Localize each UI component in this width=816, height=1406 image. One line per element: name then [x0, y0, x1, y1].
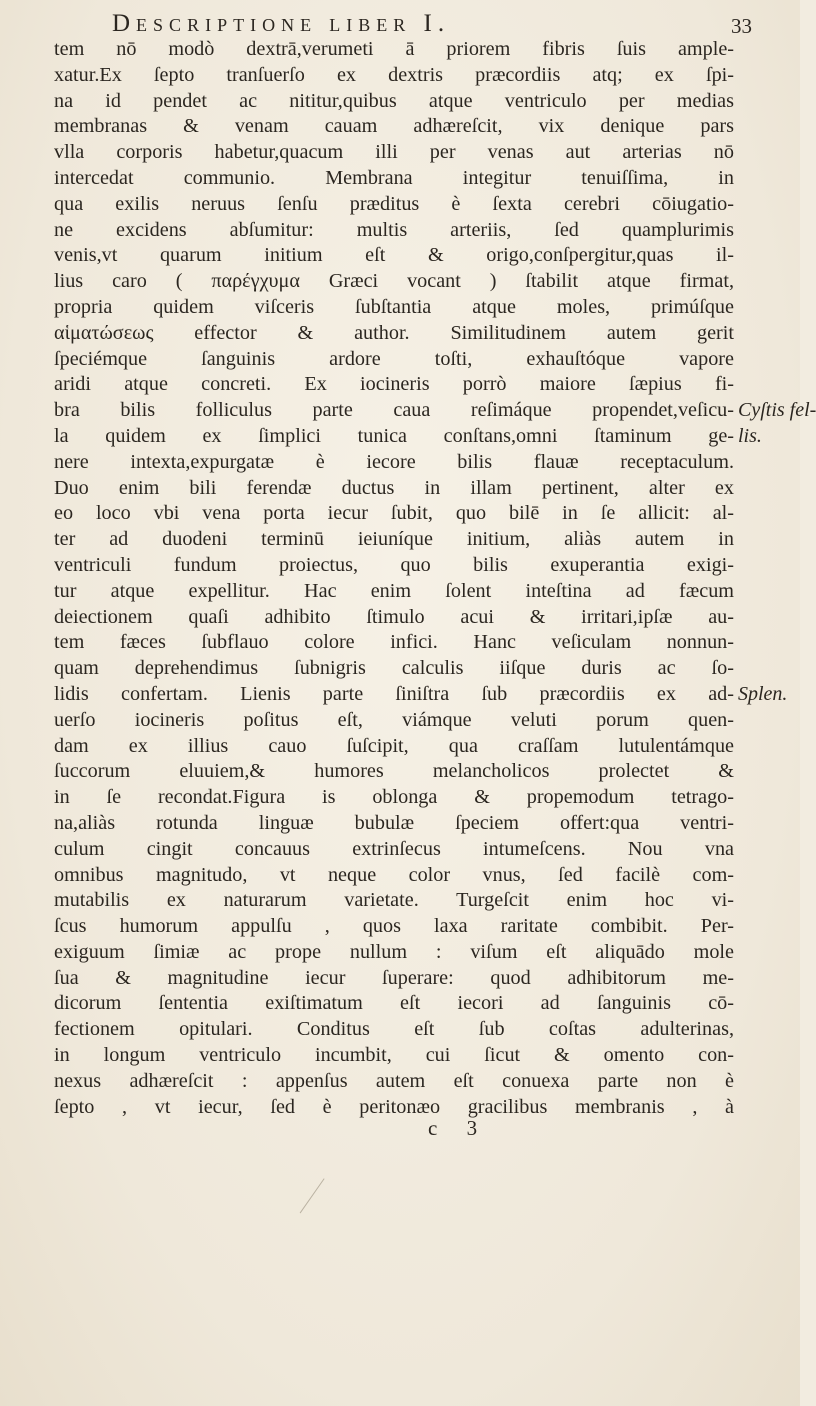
- margin-note: lis.: [738, 425, 762, 447]
- text-line: tem nō modò dextrā,verumeti ā priorem fibris ſuis ample-: [54, 38, 734, 60]
- text-line: ſcus humorum appulſu , quos laxa raritate combibit. Per-: [54, 915, 734, 938]
- text-line: fectionem opitulari. Conditus eſt ſub coſtas adulterinas,: [54, 1018, 734, 1041]
- text-line: propria quidem viſceris ſubſtantia atque moles, primúſque: [54, 295, 734, 318]
- text-line: culum cingit concauus extrinſecus intumeſcens. Nou vna: [54, 837, 734, 860]
- text-line: ne excidens abſumitur: multis arteriis, ſed quamplurimis: [54, 218, 734, 241]
- text-line: in ſe recondat.Figura is oblonga & propemodum tetrago-: [54, 786, 734, 809]
- text-line: ſuccorum eluuiem,& humores melancholicos prolectet &: [54, 760, 734, 783]
- running-head-title: Descriptione liber I.: [112, 10, 451, 37]
- text-line: eo loco vbi vena porta iecur ſubit, quo bilē in ſe allicit: al-: [54, 502, 734, 525]
- text-line: quam deprehendimus ſubnigris calculis iiſque duris ac ſo-: [54, 657, 734, 680]
- page-number: 33: [731, 14, 752, 38]
- text-line: qua exilis neruus ſenſu præditus è ſexta cerebri cōiugatio-: [54, 192, 734, 215]
- text-line: nexus adhæreſcit : appenſus autem eſt conuexa parte non è: [54, 1069, 734, 1092]
- text-line: vlla corporis habetur,quacum illi per venas aut arterias nō: [54, 141, 734, 164]
- text-line: na id pendet ac nititur,quibus atque ventriculo per medias: [54, 89, 734, 112]
- text-line: ſua & magnitudine iecur ſuperare: quod adhibitorum me-: [54, 966, 734, 989]
- text-line: deiectionem quaſi adhibito ſtimulo acui & irritari,ipſæ au-: [54, 605, 734, 628]
- text-line: ſpeciémque ſanguinis ardore toſti, exhauſtóque vapore: [54, 347, 734, 370]
- text-line: in longum ventriculo incumbit, cui ſicut & omento con-: [54, 1044, 734, 1067]
- text-line: dam ex illius cauo ſuſcipit, qua craſſam lutulentámque: [54, 734, 734, 757]
- text-line: venis,vt quarum initium eſt & origo,conſpergitur,quas il-: [54, 244, 734, 267]
- text-line: tur atque expellitur. Hac enim ſolent inteſtina ad fæcum: [54, 579, 734, 602]
- text-line: omnibus magnitudo, vt neque color vnus, ſed facilè com-: [54, 863, 734, 886]
- text-line: ter ad duodeni terminū ieiuníque initium, aliàs autem in: [54, 528, 734, 551]
- text-line: aridi atque concreti. Ex iocineris porrò maiore ſæpius fi-: [54, 373, 734, 396]
- text-line: na,aliàs rotunda linguæ bubulæ ſpeciem offert:qua ventri-: [54, 811, 734, 834]
- signature-mark: c 3: [428, 1116, 490, 1140]
- text-line: ventriculi fundum proiectus, quo bilis exuperantia exigi-: [54, 553, 734, 576]
- text-line: ſepto , vt iecur, ſed è peritonæo gracilibus membranis , à: [54, 1095, 734, 1118]
- text-line: αἱματώσεως effector & author. Similitudinem autem gerit: [54, 321, 734, 344]
- margin-note: Splen.: [738, 683, 788, 705]
- text-line: xatur.Ex ſepto tranſuerſo ex dextris præcordiis atq; ex ſpi-: [54, 63, 734, 86]
- text-line: lius caro ( παρέγχυμα Græci vocant ) ſtabilit atque firmat,: [54, 270, 734, 293]
- text-line: intercedat communio. Membrana integitur tenuiſſima, in: [54, 166, 734, 189]
- text-line: dicorum ſententia exiſtimatum eſt iecori ad ſanguinis cō-: [54, 992, 734, 1015]
- text-line: tem fæces ſubflauo colore infici. Hanc veſiculam nonnun-: [54, 631, 734, 654]
- page-blemish: [300, 1178, 340, 1223]
- text-line: mutabilis ex naturarum varietate. Turgeſcit enim hoc vi-: [54, 889, 734, 912]
- text-line: Duo enim bili ferendæ ductus in illam pertinent, alter ex: [54, 476, 734, 499]
- text-line: uerſo iocineris poſitus eſt, viámque veluti porum quen-: [54, 708, 734, 731]
- margin-note: Cyſtis fel-: [738, 399, 816, 422]
- text-line: membranas & venam cauam adhæreſcit, vix denique pars: [54, 115, 734, 138]
- text-line: exiguum ſimiæ ac prope nullum : viſum eſt aliquādo mole: [54, 940, 734, 963]
- text-line: la quidem ex ſimplici tunica conſtans,omni ſtaminum ge-: [54, 424, 734, 447]
- text-line: nere intexta,expurgatæ è iecore bilis flauæ receptaculum.: [54, 450, 734, 473]
- text-line: lidis confertam. Lienis parte ſiniſtra ſub præcordiis ex ad-: [54, 682, 734, 705]
- text-line: bra bilis folliculus parte caua reſimáque propendet,veſicu-: [54, 399, 734, 422]
- body-text: [54, 37, 734, 1120]
